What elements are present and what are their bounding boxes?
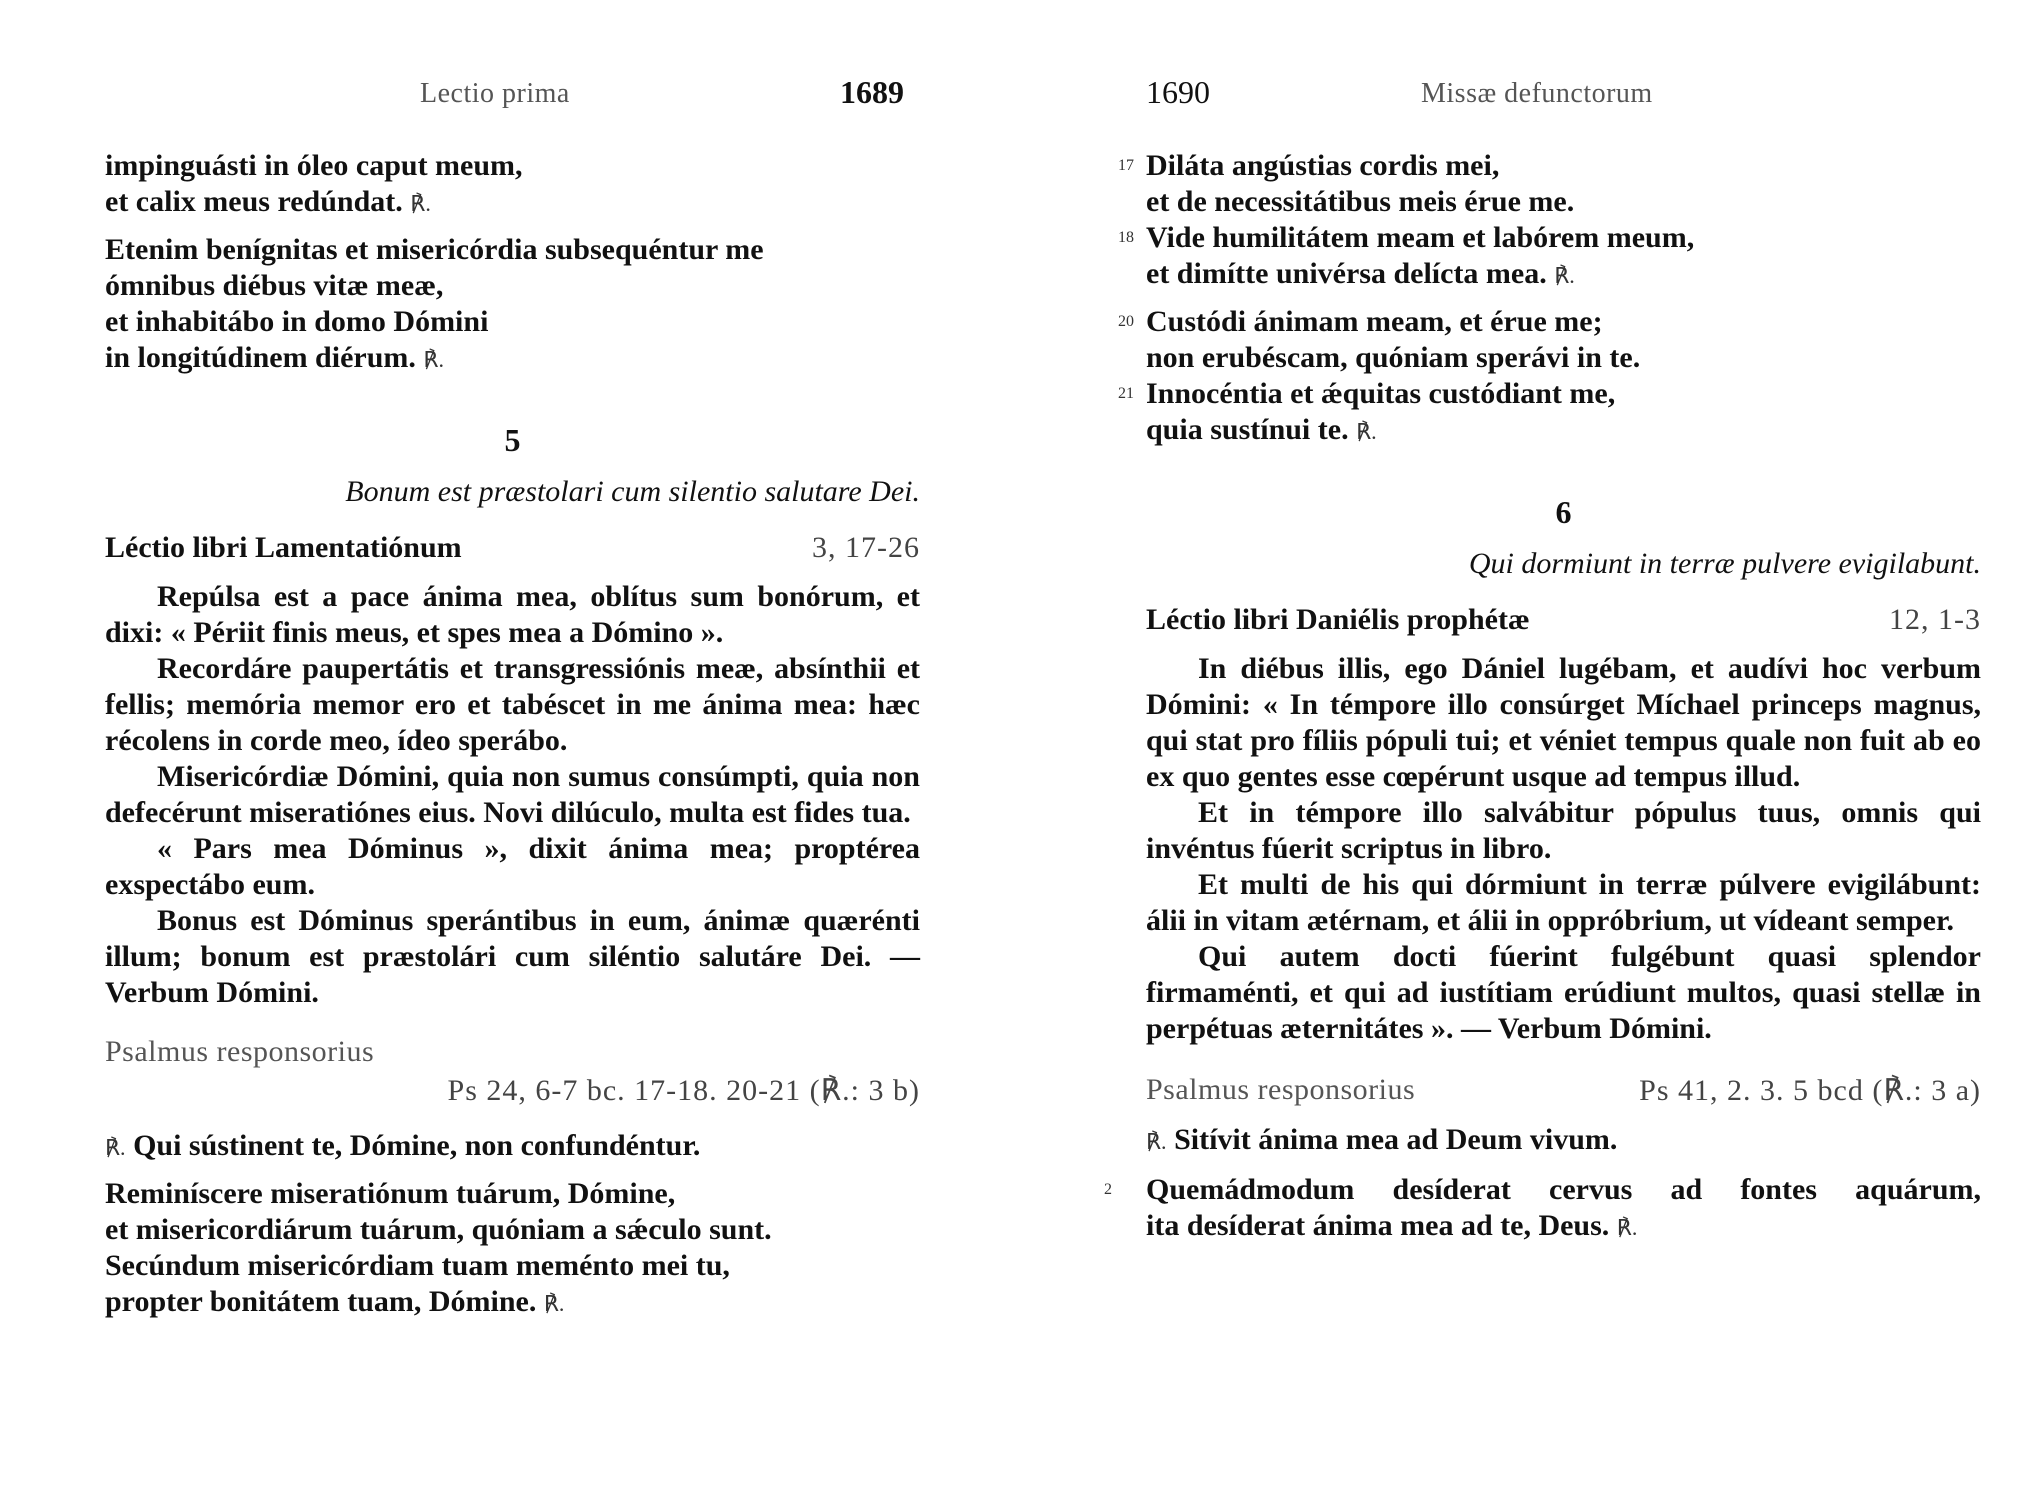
verse-line: Secúndum misericórdiam tuam meménto mei tu, [105,1249,730,1282]
response-symbol: ℟. [423,347,444,372]
lectio-reference: 12, 1-3 [1889,603,1981,636]
lectio-heading [1146,603,1981,637]
lectio-title: Léctio libri Daniélis prophétæ [1146,603,1530,636]
reading-paragraph: « Pars mea Dóminus », dixit ánima mea; proptérea exspectábo eum. [105,832,920,901]
right-verses-1 [1118,148,1981,294]
section-number: 5 [504,422,521,458]
response-symbol: ℟. [1356,419,1377,444]
section-number: 6 [1555,494,1572,530]
left-header-title: Lectio prima [420,78,570,109]
verse-line: non erubéscam, quóniam sperávi in te. [1146,341,1641,374]
verse-line: Etenim benígnitas et misericórdia subsequéntur me [105,233,764,266]
right-page-number: 1690 [1146,74,1210,110]
psalm-response: ℟. Sitívit ánima mea ad Deum vivum. [1146,1123,1618,1156]
verse-line: 18 Vide humilitátem meam et labórem meum, [1146,220,1981,256]
response-symbol: ℟. [105,1135,126,1160]
response-symbol: ℟. [1146,1129,1167,1154]
verse-line: 17 Diláta angústias cordis mei, [1146,148,1981,184]
lectio-title: Léctio libri Lamentatiónum [105,531,462,564]
verse-line: 2 Quemádmodum desíderat cervus ad fontes aquárum, [1104,1173,1981,1206]
right-page-header [1146,74,1976,118]
reading-paragraph: Et in témpore illo salvábitur pópulus tuus, omnis qui invéntus fúerit scriptus in libro. [1146,796,1981,865]
verse-line: et misericordiárum tuárum, quóniam a sǽculo sunt. [105,1213,772,1246]
verse-line: et inhabitábo in domo Dómini [105,305,489,338]
section-motto: Bonum est præstolari cum silentio salutare Dei. [345,475,920,508]
verse-number: 18 [1118,229,1134,246]
psalm-heading-row [1146,1073,1981,1108]
response-symbol: ℟. [1616,1215,1638,1240]
right-page [1011,0,2022,1500]
right-page-body [1104,148,1981,1256]
response-symbol: ℟. [1554,263,1575,288]
verse-line: et calix meus redúndat. ℟. [105,185,431,218]
psalm-stanza [1104,1172,1981,1246]
verse-line: Reminíscere miseratiónum tuárum, Dómine, [105,1177,676,1210]
reading-text [105,579,920,1011]
lectio-reference: 3, 17-26 [812,531,920,564]
right-verses-2 [1118,304,1981,450]
verse-line: 20 Custódi ánimam meam, et érue me; [1146,304,1981,340]
verse-line: impinguásti in óleo caput meum, [105,149,523,182]
left-page-body [105,148,920,1332]
verse-line: et dimítte univérsa delícta mea. ℟. [1146,257,1575,290]
verse-number: 2 [1104,1181,1112,1198]
reading-paragraph: Bonus est Dóminus sperántibus in eum, ánimæ quærénti illum; bonum est præstolári cum siléntio salutáre Dei. — Verbum Dómini. [105,904,920,1009]
reading-paragraph: In diébus illis, ego Dániel lugébam, et audívi hoc verbum Dómini: « In témpore illo consúrget Míchael princeps magnus, qui stat pro fíliis pópuli tui; et véniet tempus quale non fuit ab eo ex quo gentes esse cœpérunt usque ad tempus illud. [1146,652,1981,793]
reading-text [1146,651,1981,1047]
verse-line: et de necessitátibus meis érue me. [1146,185,1575,218]
reading-paragraph: Repúlsa est a pace ánima mea, oblítus sum bonórum, et dixi: « Périit finis meus, et spes mea a Dómino ». [105,580,920,649]
verse-line: ómnibus diébus vitæ meæ, [105,269,444,302]
psalm-reference: Ps 41, 2. 3. 5 bcd (℟.: 3 a) [1639,1074,1981,1107]
verse-number: 21 [1118,385,1134,402]
lectio-heading [105,531,920,565]
left-top-stanza-2 [105,232,920,378]
response-symbol: ℟. [543,1291,565,1316]
verse-line: quia sustínui te. ℟. [1146,413,1377,446]
verse-line: ita desíderat ánima mea ad te, Deus. ℟. [1146,1209,1638,1242]
left-page-header [420,74,920,118]
verse-line: 21 Innocéntia et ǽquitas custódiant me, [1146,376,1981,412]
psalm-heading: Psalmus responsorius [105,1035,375,1068]
reading-paragraph: Et multi de his qui dórmiunt in terræ púlvere evigilábunt: álii in vitam ætérnam, et álii in oppróbrium, ut vídeant semper. [1146,868,1981,937]
psalm-stanza [105,1176,920,1322]
psalm-response: ℟. Qui sústinent te, Dómine, non confundéntur. [105,1129,701,1162]
verse-number: 20 [1118,313,1134,330]
verse-line: propter bonitátem tuam, Dómine. ℟. [105,1285,565,1318]
right-header-title: Missæ defunctorum [1421,78,1653,109]
reading-paragraph: Qui autem docti fúerint fulgébunt quasi splendor firmaménti, et qui ad iustítiam erúdiunt multos, quasi stellæ in perpétuas æternitátes ». — Verbum Dómini. [1146,940,1981,1045]
psalm-reference: Ps 24, 6-7 bc. 17-18. 20-21 (℟.: 3 b) [447,1074,920,1107]
verse-number: 17 [1118,157,1134,174]
reading-paragraph: Misericórdiæ Dómini, quia non sumus consúmpti, quia non defecérunt miseratiónes eius. Novi dilúculo, multa est fides tua. [105,760,920,829]
verse-line: in longitúdinem diérum. ℟. [105,341,444,374]
left-page-number: 1689 [840,74,904,110]
response-symbol: ℟. [410,191,431,216]
left-top-stanza-1 [105,148,920,222]
section-motto: Qui dormiunt in terræ pulvere evigilabunt. [1468,547,1981,580]
psalm-heading: Psalmus responsorius [1146,1073,1416,1106]
reading-paragraph: Recordáre paupertátis et transgressiónis meæ, absínthii et fellis; memória memor ero et tabéscet in me ánima mea: hæc récolens in corde meo, ídeo sperábo. [105,652,920,757]
